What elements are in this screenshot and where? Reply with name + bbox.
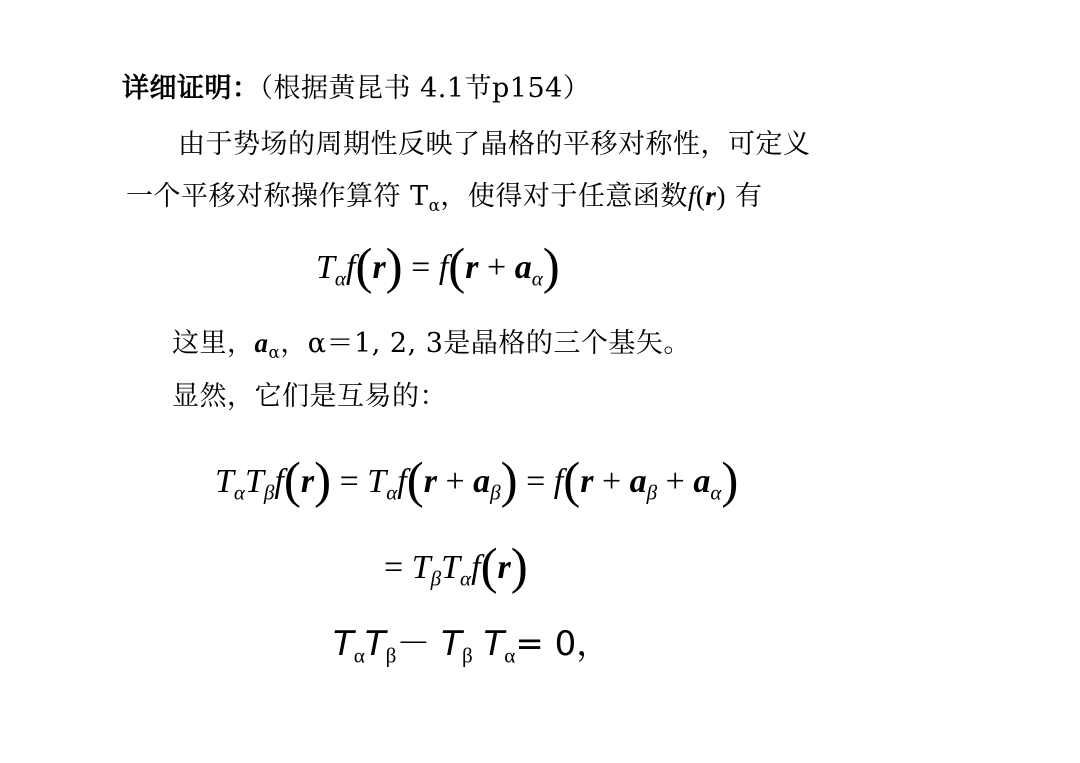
operator-T: T xyxy=(411,548,431,586)
heading-title: 详细证明： xyxy=(122,73,260,104)
subscript: β xyxy=(490,480,501,505)
vector-r: r xyxy=(372,248,386,286)
equation-commutator-zero xyxy=(333,616,611,668)
vector-a: a xyxy=(473,462,491,500)
function-symbol: f xyxy=(397,462,407,500)
operator-T: T xyxy=(483,624,505,664)
function-symbol: f xyxy=(274,462,284,500)
subscript: α xyxy=(428,194,441,215)
subscript: β xyxy=(385,643,397,668)
function-symbol: f xyxy=(687,181,696,211)
vector-r: r xyxy=(497,548,511,586)
subscript: α xyxy=(233,480,245,505)
equals-zero: = 0， xyxy=(515,624,611,664)
text-fragment: 一个平移对称操作算符 T xyxy=(126,181,429,212)
plus-sign: + xyxy=(445,462,465,500)
operator-T: T xyxy=(333,624,354,664)
heading-reference: （根据黄昆书 4.1节p154） xyxy=(259,73,591,104)
plus-sign: + xyxy=(601,462,622,500)
subscript: α xyxy=(268,341,281,362)
equation-commutation-continued: = $T_\beta T_\alpha f(r)$ xyxy=(384,539,528,595)
subscript: β xyxy=(646,480,658,505)
vector-a: a xyxy=(254,328,269,358)
vector-r: r xyxy=(423,462,437,500)
subscript: α xyxy=(710,480,722,505)
equals-sign: = xyxy=(526,462,546,500)
function-symbol: f xyxy=(346,248,356,286)
subscript: β xyxy=(461,643,473,668)
subscript: β xyxy=(263,480,275,505)
subscript: α xyxy=(504,643,516,668)
text-fragment: ，使得对于任意函数 xyxy=(440,181,688,212)
vector-r: r xyxy=(300,462,315,500)
operator-T: T xyxy=(441,624,462,664)
commute-line: 显然，它们是互易的： xyxy=(172,381,447,412)
subscript: β xyxy=(430,566,442,591)
text-fragment: 这里， xyxy=(172,328,255,359)
operator-T: T xyxy=(316,248,335,286)
equals-sign: = xyxy=(339,462,359,500)
vector-a: a xyxy=(693,462,711,500)
function-symbol: f xyxy=(553,462,564,500)
subscript: α xyxy=(531,266,543,291)
basis-vectors-line xyxy=(172,321,691,360)
text-fragment: 有 xyxy=(735,181,763,212)
subscript: α xyxy=(386,480,398,505)
function-symbol: f xyxy=(471,548,481,586)
paragraph-line-2: 一个平移对称操作算符 $T_\alpha$，使得对于任意函数f(r) 有 xyxy=(126,181,763,215)
equation-translation: $T_\alpha f(r) = f(r + a_\alpha)$ xyxy=(316,239,560,295)
operator-T: T xyxy=(364,624,386,664)
equals-sign: = xyxy=(411,248,431,286)
subscript: α xyxy=(334,266,346,291)
function-symbol: f xyxy=(438,248,449,286)
equation-commutation: $T_\alpha T_\beta f(r) = T_\alpha f(r + a_\beta) = f(r + a_\beta + a_\alpha)$ xyxy=(215,453,739,509)
equals-sign: = xyxy=(384,548,404,586)
vector-r: r xyxy=(705,181,717,211)
minus-sign: － xyxy=(396,624,431,664)
plus-sign: + xyxy=(487,248,507,286)
operator-T: T xyxy=(367,462,387,500)
heading-line xyxy=(122,66,590,105)
vector-a: a xyxy=(514,248,532,286)
vector-a: a xyxy=(629,462,647,500)
paragraph-line-1: 由于势场的周期性反映了晶格的平移对称性，可定义 xyxy=(178,129,811,160)
text-fragment: ，α＝1, 2, 3是晶格的三个基矢。 xyxy=(280,328,691,359)
subscript: α xyxy=(460,566,472,591)
operator-T: T xyxy=(441,548,461,586)
operator-T: T xyxy=(245,462,264,500)
vector-r: r xyxy=(465,248,479,286)
operator-T: T xyxy=(215,462,234,500)
subscript: α xyxy=(353,643,365,668)
vector-r: r xyxy=(580,462,594,500)
plus-sign: + xyxy=(665,462,685,500)
